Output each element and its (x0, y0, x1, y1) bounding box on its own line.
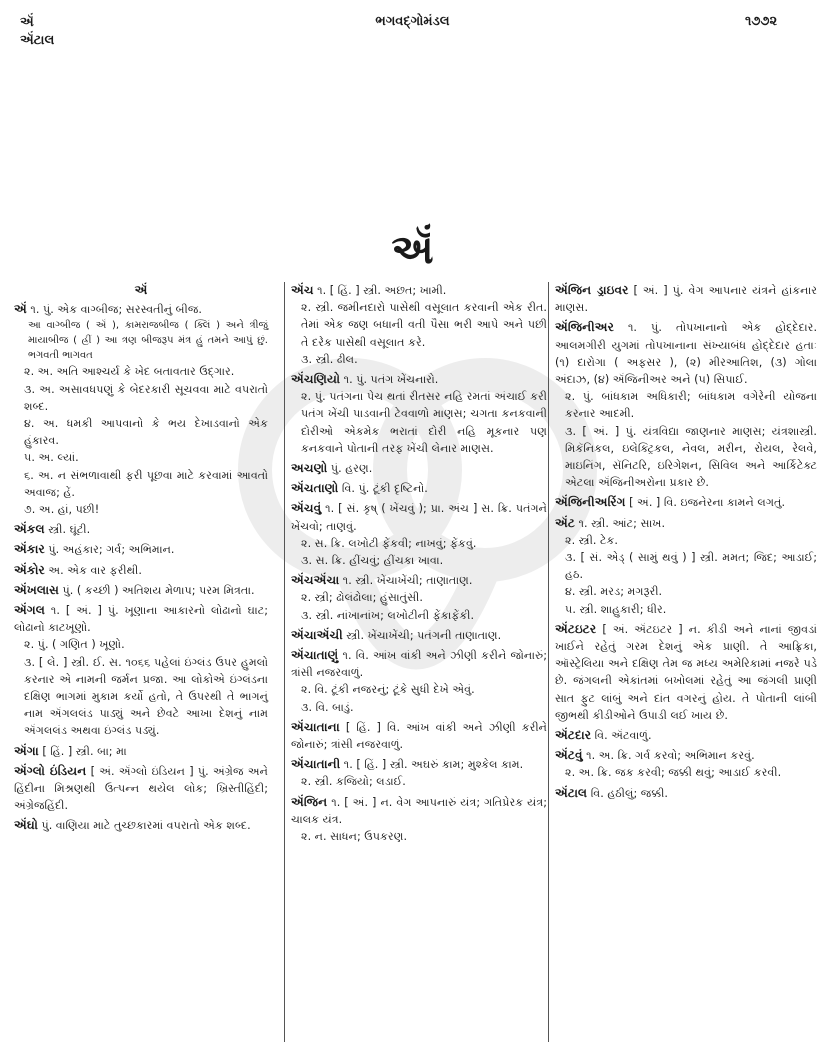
sense-line: ૨. અ. ક્રિ. જક કરવી; જક્કી થવું; આડાઈ કરવી. (565, 766, 782, 780)
definition-text: વિ. ઍંટવાળું. (594, 729, 652, 743)
entry-first-line (14, 602, 268, 636)
sense-line: ૨. સ્ત્રી. કજિયો; લડાઈ. (301, 775, 406, 789)
entry-first-line (14, 521, 268, 538)
dictionary-entry (14, 602, 268, 740)
dictionary-entry (14, 743, 268, 760)
headword: ઍંજિન (291, 794, 328, 809)
definition-text: સ્ત્રી. ખેંચાખેંચી; પતંગની તાણાતાણ. (346, 628, 502, 642)
dictionary-columns (14, 282, 818, 1042)
entry-first-line (555, 319, 817, 388)
dictionary-entry (555, 727, 817, 744)
definition-text: ૧. [ હિં. ] સ્ત્રી. અછત; ખામી. (317, 284, 447, 297)
headword: ઍંચતાણો (291, 481, 339, 496)
entry-first-line (555, 282, 817, 316)
column-letter-title: ઍં (134, 283, 148, 297)
headword: ઍંકાર (14, 542, 45, 557)
headword: ઍંગ્લો ઇંડિયન (14, 763, 87, 778)
sense-line: ૩. સ્ત્રી. નાંખાનાંખ; લખોટીની ફેંકાફેંકી. (301, 608, 475, 622)
section-letter-heading: ઍં (391, 227, 434, 273)
dictionary-entry (291, 647, 547, 716)
headword: ઍંજિનીઅરિંગ (555, 495, 626, 510)
entry-first-line (14, 562, 268, 579)
sense-line: ૨. અ. અતિ આશ્ચર્ય કે ખેદ બતાવતાર ઉદ્ગાર. (24, 365, 235, 379)
dictionary-entry (291, 794, 547, 846)
dictionary-entry (291, 719, 547, 753)
definition-text: ૧. [ હિં. ] સ્ત્રી. અઘરું કામ; મુશ્કેલ કામ. (343, 758, 524, 772)
dictionary-entry (555, 621, 817, 724)
entry-first-line (291, 756, 547, 773)
definition-text: ૧. સ્ત્રી. આંટ; સાખ. (578, 516, 666, 530)
sense-line: ૨. સ્ત્રી. જમીનદારો પાસેથી વસૂલાત કરવાની એક રીત. તેમાં એક જણ બધાની વતી પૈસા ભરી આપે અને પછી તે દરેક પાસેથી વસૂલાત કરે. (301, 301, 547, 349)
dictionary-entry (14, 582, 268, 599)
definition-text: ૧. પું. એક વાગ્બીજ; સરસ્વતીનું બીજ. (30, 303, 202, 317)
definition-text: ૧. [ સં. કૃષ્ ( ખેંચવું ); પ્રા. અંચ ] સ. ક્રિ. પતંગને ખેંચવો; તાણવું. (291, 502, 547, 533)
sense-line: ૨. પું. પતંગના પેચ થતાં રીતસર નહિ રમતાં અંચાઈ કરી પતંગ ખેંચી પાડવાની ટેવવાળો માણસ; ચગતા કનકવાની દોરીઓ એકમેક ભરાતાં દોરી નહિ મૂકનાર પણ કનકવાને પોતાની તરફ ખેંચી લેનાર માણસ. (301, 390, 547, 455)
dictionary-entry (14, 763, 268, 815)
dictionary-entry (291, 282, 547, 368)
definition-text: સ્ત્રી. ઘૂંટી. (48, 523, 91, 537)
headword: ઍંગા (14, 743, 39, 758)
column-1 (14, 282, 268, 1042)
headword: ઍંટદાર (555, 728, 592, 743)
dictionary-entry (555, 282, 817, 316)
definition-text: વિ. હઠીલું; જક્કી. (590, 786, 668, 800)
sense-line: ૩. [ સં. એડ્ ( સામું થવું ) ] સ્ત્રી. મમત; જિદ; આડાઈ; હઠ. (565, 551, 817, 582)
entry-first-line (291, 282, 547, 299)
headword: ઍંચવું (291, 501, 322, 516)
first-guide-word: ઍં (20, 15, 34, 30)
entry-first-line (291, 627, 547, 644)
entry-first-line (14, 743, 268, 760)
column-2 (284, 282, 547, 1042)
entry-first-line (291, 480, 547, 497)
entry-first-line (291, 647, 547, 681)
dictionary-entry (291, 480, 547, 497)
entry-first-line (555, 747, 817, 764)
sense-line: ૩. વિ. બાડું. (301, 700, 354, 714)
dictionary-entry (291, 500, 547, 569)
definition-text: પું. વાણિયા માટે તુચ્છકારમાં વપરાતો એક શબ્દ. (41, 819, 251, 833)
definition-text: અ. એક વાર ફરીથી. (48, 563, 142, 577)
definition-text: [ અં. ઍંટઇટર ] ન. કીડી અને નાનાં જીવડાં ખાઈને રહેતું ગરમ દેશનું એક પ્રાણી. તે આફ્રિકા, ઑસ્ટ્રેલિયા અને દક્ષિણ તેમ જ મધ્ય અમેરિકામાં નજરે પડે છે. જંગલની એકાંતમાં બખોલમાં રહેતું આ જંગલી પ્રાણી સાત ફુટ લાંબું અને દાંત વગરનું હોય. તે પોતાની લાંબી જીભથી કીડીઓને ઉપાડી લઈ ખાય છે. (555, 622, 817, 722)
headword: ઍંચઍંચા (291, 573, 340, 588)
headword: ઍંઘો (14, 818, 38, 833)
sense-line: ૩. અ. અસાવધપણું કે બેદરકારી સૂચવવા માટે વપરાતો શબ્દ. (24, 382, 268, 413)
sense-line: ૫. સ્ત્રી. શાહુકારી; ધીર. (565, 602, 667, 616)
headword: ઍંટઇટર (555, 621, 597, 636)
headword: ઍં (14, 302, 27, 317)
entry-first-line (14, 817, 268, 834)
entry-first-line (555, 621, 817, 724)
dictionary-entry (291, 572, 547, 624)
headword: ઍંટવું (555, 748, 583, 763)
entry-first-line (555, 727, 817, 744)
sense-line: ૩. [ અં. ] પું. યંત્રવિદ્યા જાણનાર માણસ; યંત્રશાસ્ત્રી. મિકૅનિકલ, ઇલેક્ટ્રિકલ, નેવલ, મરીન, રોયલ, રેલવે, માઇનિંગ, સૅનિટરિ, ઇરિગેશન, સિવિલ અને આર્કિટેક્ટ એટલા ઍંજિનીઅરોના પ્રકાર છે. (565, 424, 817, 490)
entry-first-line (291, 500, 547, 534)
entry-first-line (291, 371, 547, 388)
sense-line: ૪. અ. ધમકી આપવાનો કે ભય દેખાડવાનો એક હુંકારવ. (24, 417, 268, 448)
definition-text: ૧. વિ. આંખ વાંકી અને ઝીણી કરીને જોનારું; ત્રાંસી નજરવાળું. (291, 649, 547, 680)
headword: ઍંચાતાના (291, 719, 340, 734)
definition-text: ૧. પું. પતંગ ખેંચનારો. (343, 373, 439, 387)
definition-text: ૧. [ અં. ] ન. વેગ આપનારું યંત્ર; ગતિપ્રેરક યંત્ર; ચાલક યંત્ર. (291, 795, 547, 826)
sense-line: ૫. અ. લ્યાં. (24, 451, 79, 465)
headword: ઍંચાતાની (291, 757, 341, 772)
sense-line: ૨. સ્ત્રી; ઢોલંઢોલા; હુંસાતુંસી. (301, 591, 423, 605)
sense-line: ૨. સ. ક્રિ. લખોટી ફેંકવી; નાખવું; ફેંકવું. (301, 536, 477, 550)
sense-line: ૨. પું. ( ગણિત ) ખૂણો. (24, 638, 125, 652)
headword: ઍંગલ (14, 603, 45, 618)
headword: ઍંચણિયો (291, 372, 341, 387)
dictionary-entry (555, 494, 817, 511)
dictionary-entry (555, 785, 817, 802)
sense-line: ૩. [ લે. ] સ્ત્રી. ઈ. સ. ૧૦૬૬ પહેલાં ઇંગ્લંડ ઉપર હુમલો કરનાર એ નામની જર્મન પ્રજા. આ લોકોએ ઇંગ્લંડના દક્ષિણ ભાગમાં મુકામ કર્યો હતો, તે ઉપરથી તે ભાગનું નામ ઍંગલલંડ પાડ્યું અને છેવટે આખા દેશનું નામ ઍંગલલંડ અથવા ઇંગ્લંડ પડ્યું. (24, 655, 268, 738)
definition-text: વિ. પું. ટૂંકી દૃષ્ટિનો. (341, 482, 428, 496)
dictionary-entry (291, 627, 547, 644)
sense-line: ૩. સ. ક્રિ. હીંચવું; હીંચકા ખાવા. (301, 554, 444, 568)
headword: અચણો (291, 461, 328, 476)
headword: ઍંજિનીઅર (555, 320, 614, 335)
entry-first-line (14, 582, 268, 599)
entry-first-line (291, 460, 547, 477)
dictionary-entry (555, 747, 817, 781)
headword: ઍંકોર (14, 562, 45, 577)
sense-line: ૬. અ. ન સંભળાવાથી ફરી પૂછવા માટે કરવામાં આવતો અવાજ; હેં. (24, 468, 268, 499)
book-title: ભગવદ્ગોમંડલ (375, 14, 450, 29)
last-guide-word: ઍંટાલ (20, 33, 55, 48)
definition-text: ૧. સ્ત્રી. ખેંચાખેંચી; તાણાતાણ. (342, 574, 473, 588)
citation-quote: આ વાગ્બીજ ( ઍં ), કામરાજબીજ ( ક્લિં ) અને ત્રીજું માયાબીજ ( હ્રીં ) આ ત્રણ બીજરૂપ મંત્ર હું તમને આપું છું. ભગવતી ભાગવત (28, 320, 268, 362)
dictionary-entry (555, 515, 817, 618)
headword: ઍંજિન ડ્રાઇવર (555, 283, 629, 297)
dictionary-entry (14, 562, 268, 579)
definition-text: [ હિં. ] સ્ત્રી. બા; મા (42, 744, 127, 758)
entry-first-line (291, 572, 547, 589)
dictionary-entry (291, 371, 547, 457)
dictionary-entry (14, 541, 268, 558)
entry-first-line (291, 719, 547, 753)
definition-text: ૧. અ. ક્રિ. ગર્વ કરવો; અભિમાન કરવું. (586, 749, 755, 763)
sense-line: ૩. સ્ત્રી. ઢીલ. (301, 352, 358, 366)
definition-text: ૧. [ અં. ] પું. ખૂણાના આકારનો લોઢાનો ઘાટ; લોઢાનો કાટખૂણો. (14, 604, 268, 635)
headword: ઍંકલ (14, 522, 45, 537)
definition-text: [ અં. ] વિ. ઇજનેરના કામને લગતું. (629, 496, 786, 510)
dictionary-entry (14, 817, 268, 834)
definition-text: [ અં. ઍંગ્લો ઇંડિયન ] પું. અંગ્રેજ અને હિંદીના મિશ્રણથી ઉત્પન્ન થયેલ લોક; ખ્રિસ્તીહિંદી; અંગ્રેજહિંદી. (14, 764, 268, 813)
dictionary-entry (291, 460, 547, 477)
entry-first-line (14, 541, 268, 558)
definition-text: પું. અહંકાર; ગર્વ; અભિમાન. (48, 543, 175, 557)
headword: ઍંચાઍંચી (291, 627, 343, 642)
dictionary-entry (14, 521, 268, 538)
sense-line: ૨. ન. સાધન; ઉપકરણ. (301, 830, 408, 844)
page-number: ૧૭૭૨ (745, 14, 778, 29)
entry-first-line (14, 763, 268, 815)
headword: ઍંચ (291, 283, 314, 297)
page-header (0, 0, 825, 60)
entry-first-line (555, 494, 817, 511)
entry-first-line (291, 794, 547, 828)
definition-text: [ હિં. ] વિ. આંખ વાંકી અને ઝીણી કરીને જોનારું; ત્રાંસી નજરવાળું. (291, 720, 547, 752)
sense-line: ૨. પું. બાંધકામ અધિકારી; બાંધકામ વગેરેની યોજના કરનાર આદમી. (565, 390, 817, 421)
definition-text: [ અં. ] પું. વેગ આપનાર યંત્રને હાંકનાર માણસ. (555, 284, 818, 315)
definition-text: પું. હરણ. (330, 462, 373, 476)
dictionary-entry (291, 756, 547, 790)
headword: ઍંટાલ (555, 785, 588, 800)
definition-text: ૧. પું. તોપખાનાનો એક હોદ્દેદાર. આલમગીરી યુગમાં તોપખાનાના સંખ્યાબંધ હોદ્દેદાર હતાઃ (૧) દારોગા ( અફસર ), (૨) મીરઆતિશ, (૩) ગોલા અંદાઝ, (૪) ઍંજિનીઅર અને (૫) સિપાઈ. (555, 321, 817, 387)
entry-first-line (555, 785, 817, 802)
sense-line: ૨. વિ. ટૂંકી નજરનું; ટૂંકે સુધી દેખે એવું. (301, 683, 475, 697)
sense-line: ૪. સ્ત્રી. મરડ; મગરૂરી. (565, 585, 663, 599)
headword: ઍંખલાસ (14, 582, 59, 597)
headword: ઍંટ (555, 515, 575, 530)
entry-first-line (555, 515, 817, 532)
dictionary-entry (14, 301, 268, 518)
column-3 (548, 282, 817, 1042)
entry-first-line (14, 301, 268, 318)
sense-line: ૭. અ. હાં, પછી! (24, 503, 100, 517)
headword: ઍંચાતાણું (291, 648, 339, 663)
dictionary-entry (555, 319, 817, 491)
definition-text: પું. ( કચ્છી ) અતિશય મેળાપ; પરમ મિત્રતા. (62, 583, 255, 597)
sense-line: ૨. સ્ત્રી. ટેક. (565, 533, 618, 547)
